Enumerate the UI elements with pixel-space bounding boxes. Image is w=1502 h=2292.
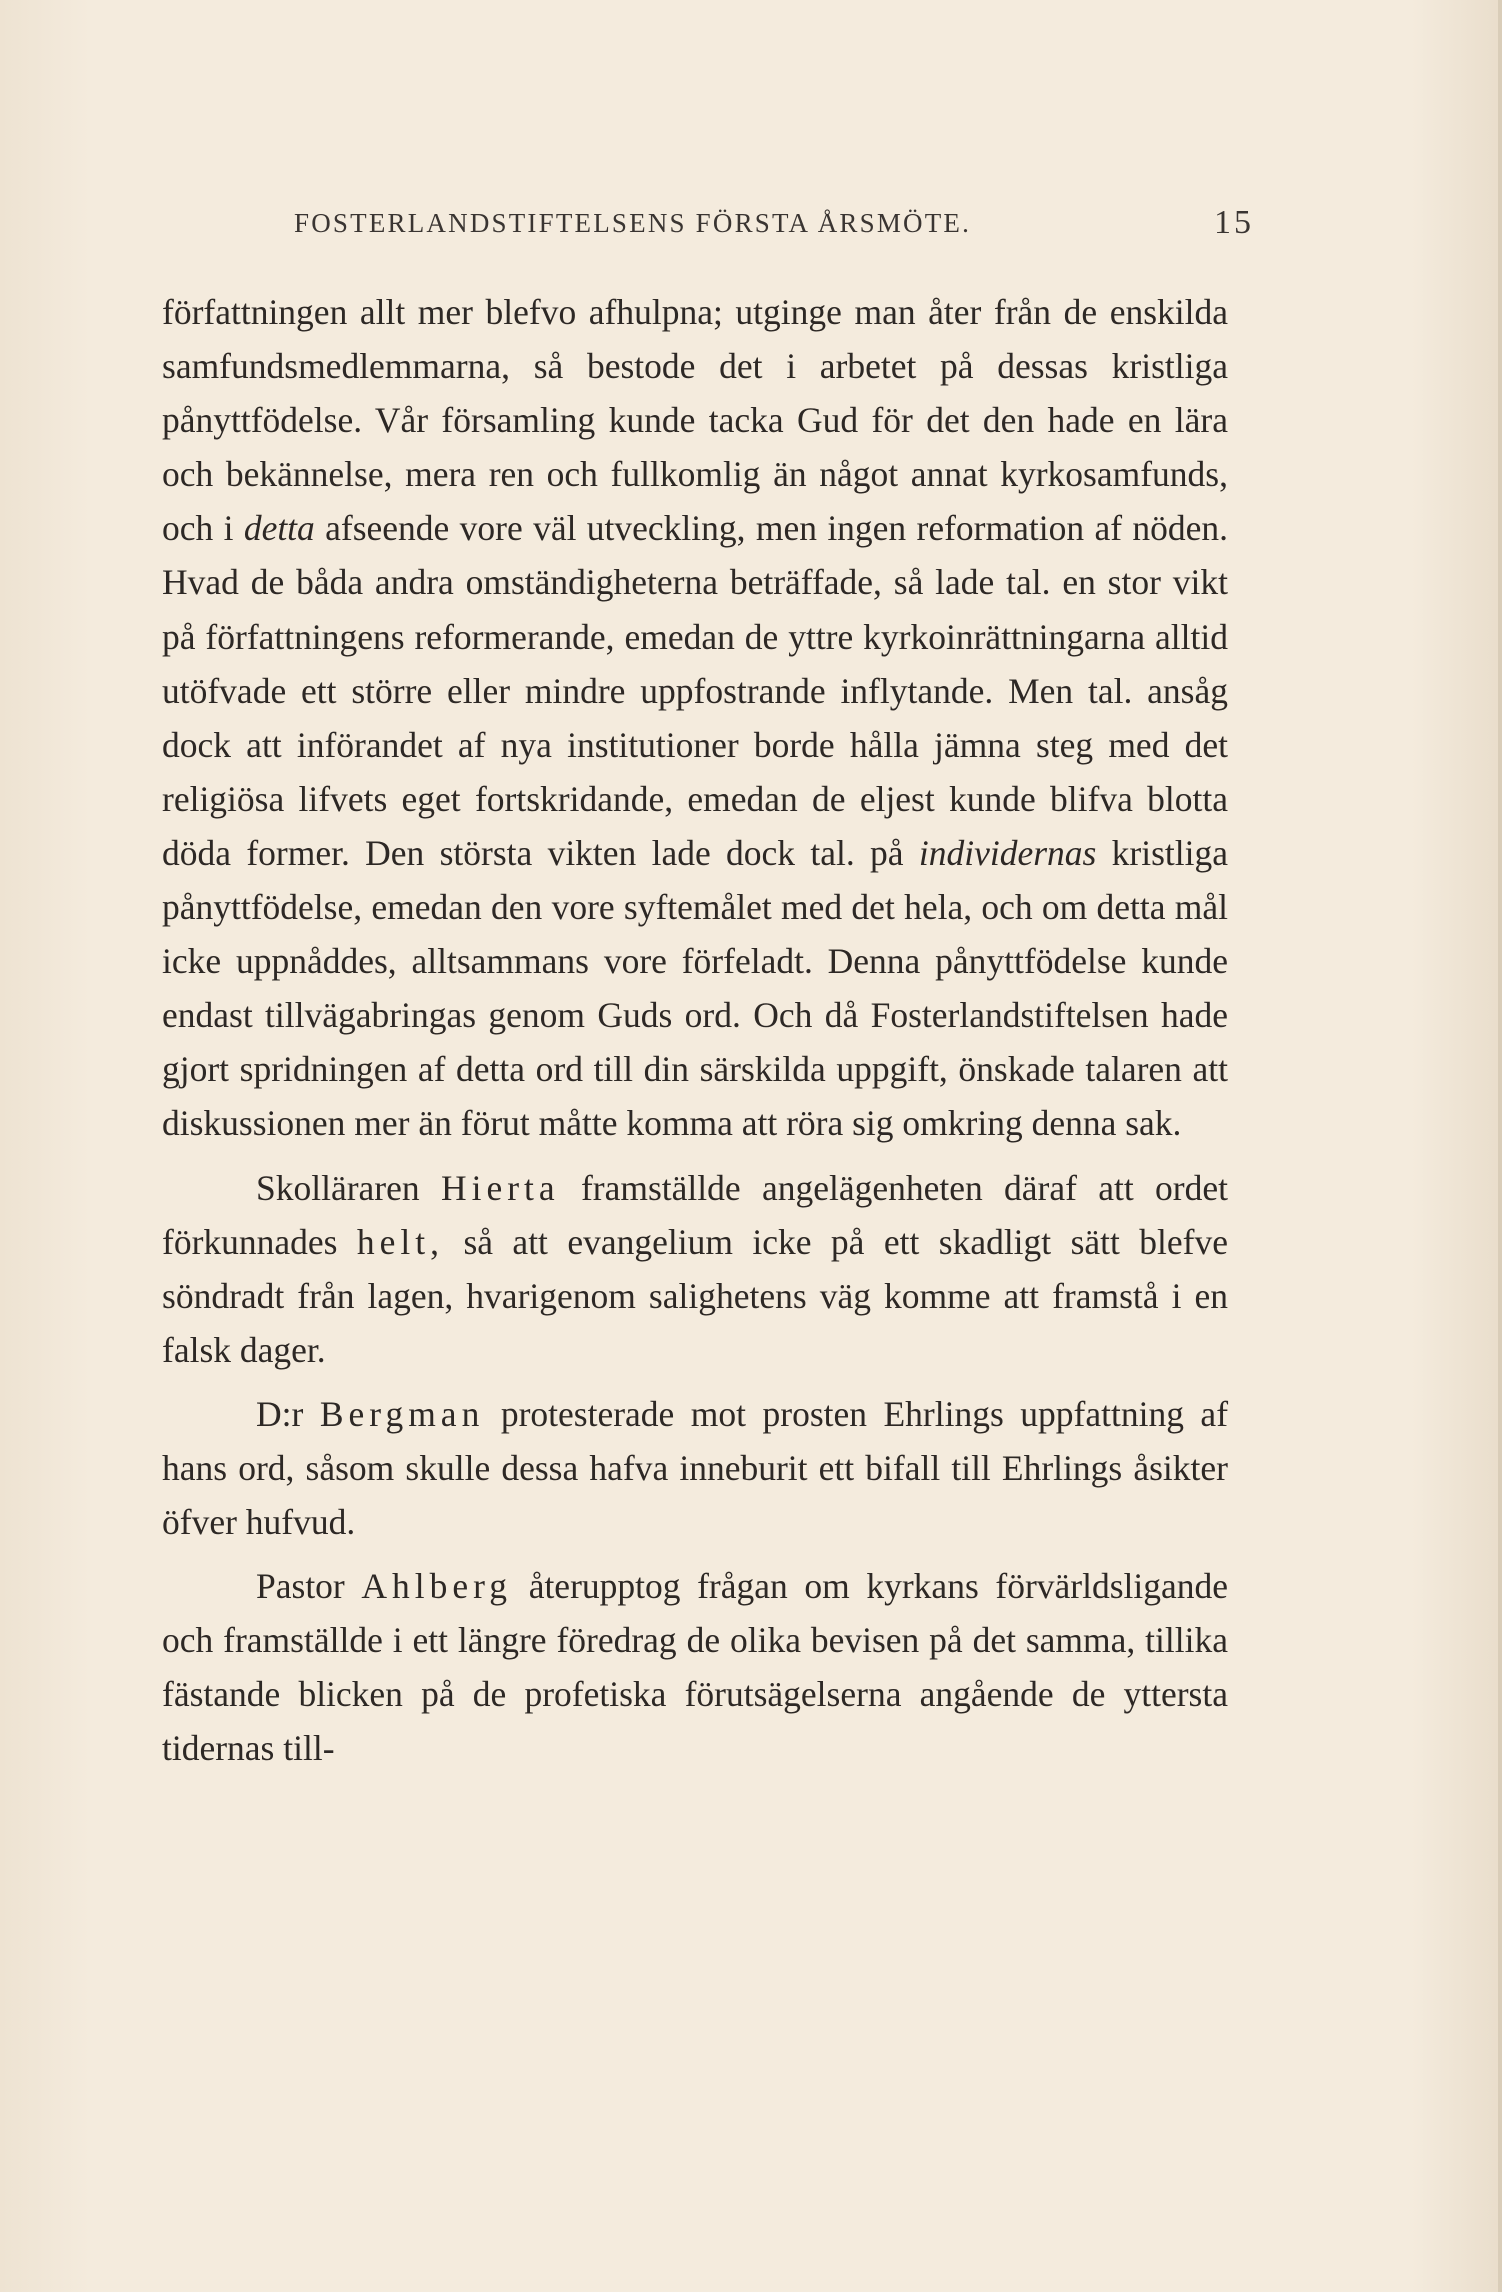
p2-text-c: framställde angelägenheten däraf att ordet förkunnades [162,1167,1228,1262]
p2-text-e: så att evangelium icke på ett skadligt sätt blefve söndradt från lagen, hvarigenom salighetens väg komme att framstå i en falsk dager. [162,1221,1228,1370]
p4-text-a: Pastor [256,1566,345,1607]
p2-text-a: Skolläraren [256,1167,420,1208]
page-edge-shadow [1498,0,1502,2292]
p2-spaced-helt: helt, [356,1221,445,1262]
running-title: FOSTERLANDSTIFTELSENS FÖRSTA ÅRSMÖTE. [294,208,972,238]
p1-text-e: kristliga pånyttfödelse, emedan den vore syftemålet med det hela, och om detta mål icke uppnåddes, alltsammans vore förfeladt. Denna pånyttfödelse kunde endast tillvägabringas genom Guds ord. Och då Fosterlandstiftelsen hade gjort spridningen af detta ord till din särskilda uppgift, önskade talaren att diskussionen mer än förut måtte komma att röra sig omkring denna sak. [162,832,1228,1144]
p1-text-c: afseende vore väl utveckling, men ingen reformation af nöden. Hvad de båda andra omständigheterna beträffade, så lade tal. en stor vikt på författningens reformerande, emedan de yttre kyrkoinrättningarna alltid utöfvade ett större eller mindre uppfostrande inflytande. Men tal. ansåg dock att införandet af nya institutioner borde hålla jämna steg med det religiösa lifvets eget fortskridande, emedan de eljest kunde blifva blotta döda former. Den största vikten lade dock tal. på [162,508,1228,873]
page-number: 15 [1214,204,1254,241]
p4-text-c: återupptog frågan om kyrkans förvärldsligande och framställde i ett längre föredrag de olika bevisen på det samma, tillika fästande blicken på de profetiska förutsägelserna angående de yttersta tidernas till- [162,1566,1229,1769]
paragraph-2 [162,1161,1228,1377]
p4-name-ahlberg: Ahlberg [361,1566,513,1607]
p3-name-bergman: Bergman [319,1393,485,1434]
p3-text-c: protesterade mot prosten Ehrlings uppfattning af hans ord, såsom skulle dessa hafva inneburit ett bifall till Ehrlings åsikter öfver hufvud. [162,1393,1229,1543]
p1-italic-individernas: individernas [918,832,1097,873]
paragraph-1 [162,285,1228,1151]
p1-text-a: författningen allt mer blefvo afhulpna; utginge man åter från de enskilda samfundsmedlemmarna, så bestode det i arbetet på dessas kristliga pånyttfödelse. Vår församling kunde tacka Gud för det den hade en lära och bekännelse, mera ren och fullkomlig än något annat kyrkosamfunds, och i [162,292,1228,549]
running-header [294,204,1254,252]
paragraph-4 [162,1559,1228,1775]
p3-text-a: D:r [256,1393,304,1434]
body-text [162,285,1228,1776]
paragraph-3 [162,1387,1228,1549]
p1-italic-detta: detta [243,508,315,549]
p2-name-hierta: Hierta [440,1167,560,1208]
